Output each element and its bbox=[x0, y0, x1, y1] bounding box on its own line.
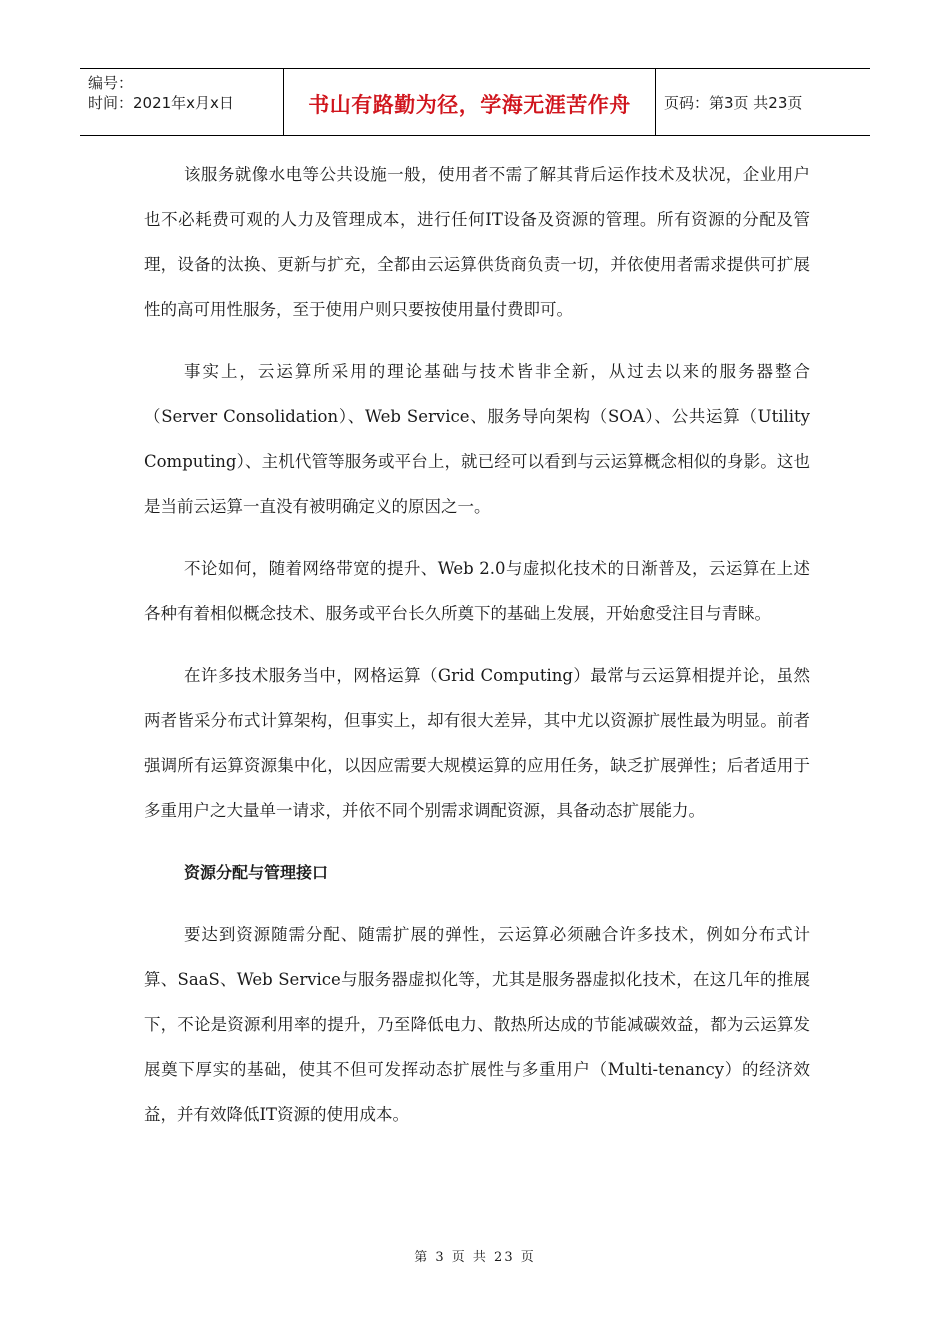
paragraph-5: 要达到资源随需分配、随需扩展的弹性，云运算必须融合许多技术，例如分布式计算、SaaS、Web Service与服务器虚拟化等，尤其是服务器虚拟化技术，在这几年的推展下，不论是资源利用率的提升，乃至降低电力、散热所达成的节能减碳效益，都为云运算发展奠下厚实的基础，使其不但可发挥动态扩展性与多重用户（Multi-tenancy）的经济效益，并有效降低IT资源的使用成本。 bbox=[144, 925, 810, 1124]
page-footer: 第 3 页 共 23 页 bbox=[414, 1250, 536, 1265]
paragraph-3: 不论如何，随着网络带宽的提升、Web 2.0与虚拟化技术的日渐普及，云运算在上述各种有着相似概念技术、服务或平台长久所奠下的基础上发展，开始愈受注目与青睐。 bbox=[144, 559, 810, 623]
section-heading: 资源分配与管理接口 bbox=[184, 863, 329, 882]
header-meta bbox=[80, 69, 283, 135]
page-header bbox=[80, 68, 870, 136]
paragraph-1: 该服务就像水电等公共设施一般，使用者不需了解其背后运作技术及状况，企业用户也不必耗费可观的人力及管理成本，进行任何IT设备及资源的管理。所有资源的分配及管理，设备的汰换、更新与扩充，全都由云运算供货商负责一切，并依使用者需求提供可扩展性的高可用性服务，至于使用户则只要按使用量付费即可。 bbox=[144, 165, 810, 319]
paragraph-4: 在许多技术服务当中，网格运算（Grid Computing）最常与云运算相提并论，虽然两者皆采分布式计算架构，但事实上，却有很大差异，其中尤以资源扩展性最为明显。前者强调所有运算资源集中化，以因应需要大规模运算的应用任务，缺乏扩展弹性；后者适用于多重用户之大量单一请求，并依不同个别需求调配资源，具备动态扩展能力。 bbox=[144, 666, 810, 820]
header-page-info: 页码：第3页 共23页 bbox=[664, 93, 803, 112]
doc-code-label: 编号： bbox=[88, 74, 134, 92]
header-motto: 书山有路勤为径，学海无涯苦作舟 bbox=[283, 69, 656, 135]
document-body bbox=[144, 152, 810, 1154]
doc-time-label: 时间：2021年x月x日 bbox=[88, 94, 234, 112]
paragraph-2: 事实上，云运算所采用的理论基础与技术皆非全新，从过去以来的服务器整合（Server Consolidation）、Web Service、服务导向架构（SOA）、公共运算（Utility Computing）、主机代管等服务或平台上，就已经可以看到与云运算概念相似的身影。这也是当前云运算一直没有被明确定义的原因之一。 bbox=[144, 362, 810, 516]
